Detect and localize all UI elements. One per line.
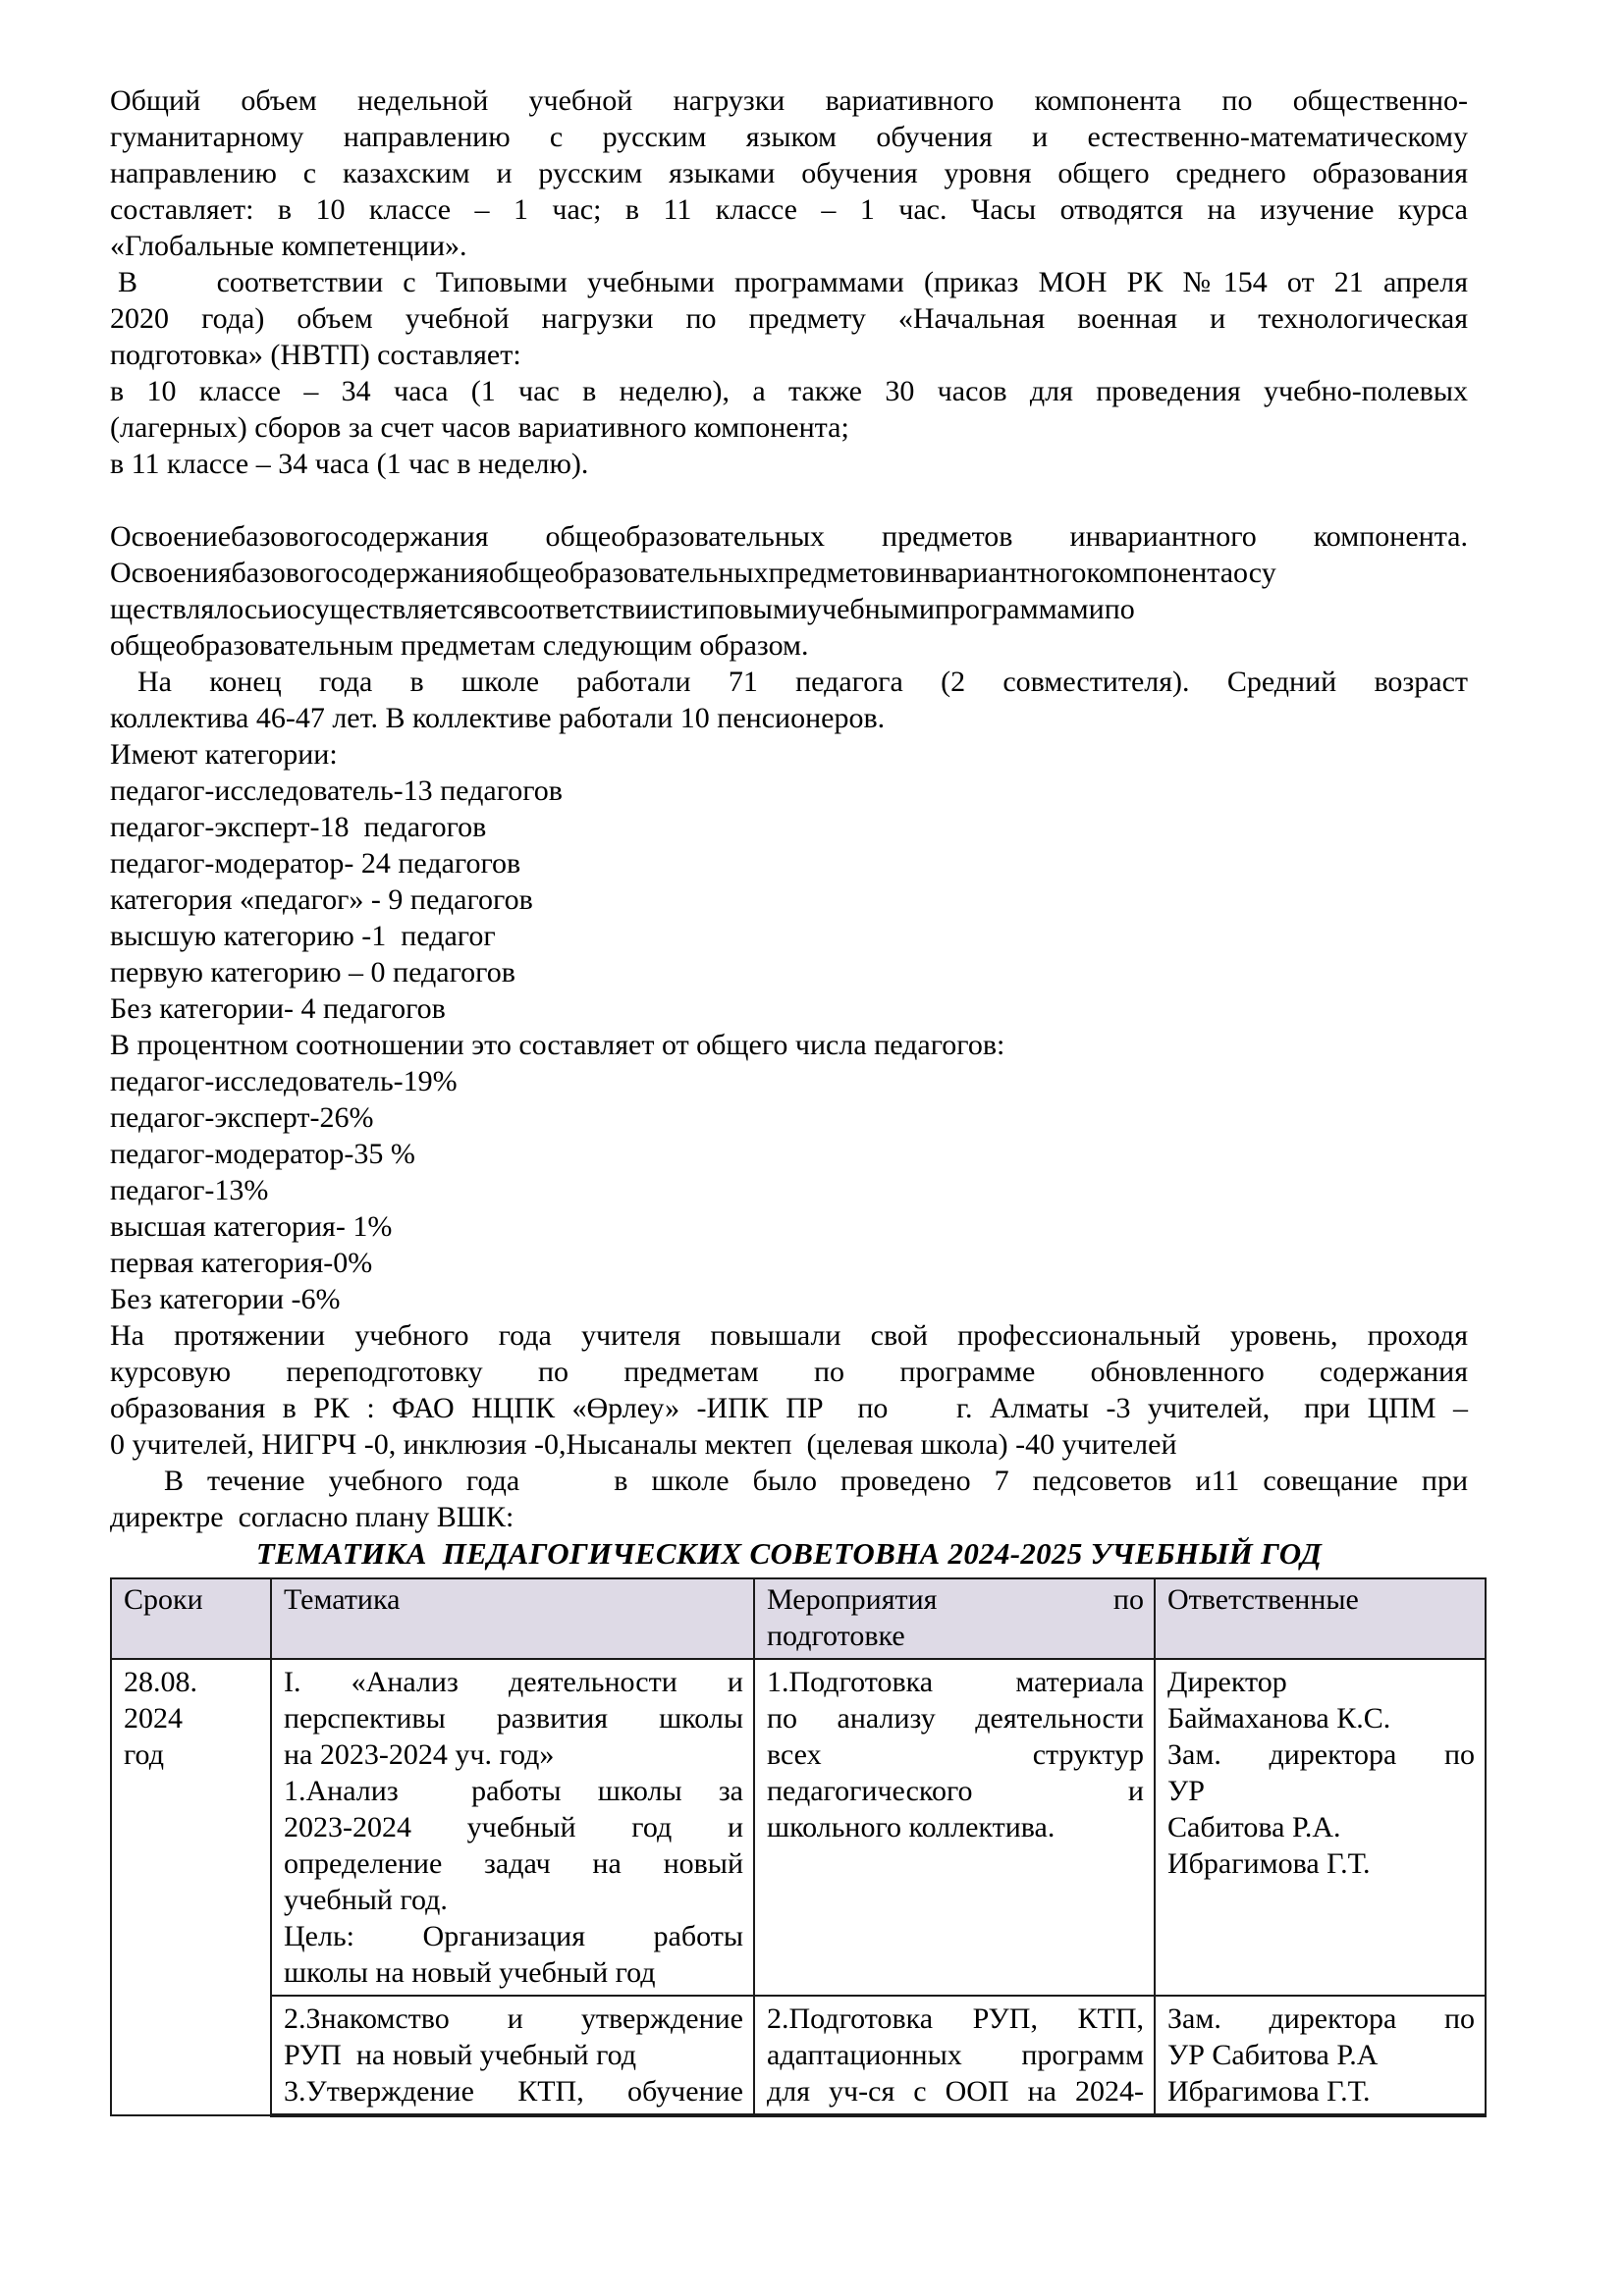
- body-line: составляет: в 10 классе – 1 час; в 11 классе – 1 час. Часы отводятся на изучение курса: [110, 193, 1468, 226]
- body-line: первую категорию – 0 педагогов: [110, 956, 515, 988]
- body-line: На протяжении учебного года учителя повышали свой профессиональный уровень, проходя: [110, 1319, 1468, 1352]
- cell-line: РУП на новый учебный год: [284, 2039, 637, 2071]
- body-line: общеобразовательным предметам следующим образом.: [110, 629, 809, 662]
- cell-line: Цель: Организация работы: [284, 1920, 743, 1952]
- body-line: На конец года в школе работали 71 педагога (2 совместителя). Средний возраст: [137, 666, 1468, 698]
- body-line: ществлялосьиосуществляетсявсоответствиистиповымиучебнымипрограммамипо: [110, 593, 1135, 625]
- body-line: высшую категорию -1 педагог: [110, 920, 496, 952]
- body-line: Без категории- 4 педагогов: [110, 992, 446, 1025]
- cell-line: перспективы развития школы: [284, 1702, 743, 1735]
- activities-cell: [754, 1659, 1155, 1996]
- body-line: Без категории -6%: [110, 1283, 341, 1315]
- header-cell-line: Ответственные: [1167, 1583, 1359, 1616]
- body-line: директре согласно плану ВШК:: [110, 1501, 514, 1533]
- header-cell-line: Тематика: [284, 1583, 401, 1616]
- document-content: [110, 82, 1475, 2117]
- header-cell-responsible: [1155, 1578, 1486, 1659]
- header-cell-topic: [271, 1578, 754, 1659]
- body-line: педагог-эксперт-18 педагогов: [110, 811, 487, 843]
- body-line: педагог-исследователь-13 педагогов: [110, 774, 563, 807]
- body-line: Освоениябазовогосодержанияобщеобразовательныхпредметовинвариантногокомпонентаосу: [110, 557, 1276, 589]
- body-line: Имеют категории:: [110, 738, 338, 771]
- body-line: Освоениебазовогосодержания общеобразовательных предметов инвариантного компонента.: [110, 520, 1468, 553]
- table-body: [111, 1659, 1486, 2115]
- table-row: [111, 1996, 1486, 2115]
- cell-line: 2024: [124, 1702, 183, 1735]
- document-body: [110, 82, 1468, 1535]
- topic-cell: [271, 1996, 754, 2115]
- cell-line: Директор: [1167, 1666, 1287, 1698]
- cell-line: I. «Анализ деятельности и: [284, 1666, 743, 1698]
- pedagogical-council-table: [110, 1577, 1487, 2117]
- table-row: [111, 1659, 1486, 1996]
- body-line: гуманитарному направлению с русским языком обучения и естественно-математическому: [110, 121, 1468, 153]
- cell-line: определение задач на новый: [284, 1847, 743, 1880]
- body-line: Общий объем недельной учебной нагрузки вариативного компонента по общественно-: [110, 84, 1468, 117]
- cell-line: УР: [1167, 1775, 1205, 1807]
- body-line: педагог-модератор-35 %: [110, 1138, 415, 1170]
- cell-line: год: [124, 1738, 164, 1771]
- responsible-cell: [1155, 1996, 1486, 2115]
- responsible-cell: [1155, 1659, 1486, 1996]
- cell-line: Зам. директора по: [1167, 1738, 1475, 1771]
- body-line: коллектива 46-47 лет. В коллективе работали 10 пенсионеров.: [110, 702, 886, 734]
- cell-line: Ибрагимова Г.Т.: [1167, 1847, 1371, 1880]
- table-header-row: [111, 1578, 1486, 1659]
- cell-line: школьного коллектива.: [767, 1811, 1056, 1843]
- cell-line: Зам. директора по: [1167, 2002, 1475, 2035]
- body-line: курсовую переподготовку по предметам по программе обновленного содержания: [110, 1356, 1468, 1388]
- body-line: [110, 482, 1468, 518]
- header-cell-line: Мероприятия по: [767, 1583, 1144, 1616]
- cell-line: Ибрагимова Г.Т.: [1167, 2075, 1371, 2108]
- body-line: В течение учебного года в школе было проведено 7 педсоветов и11 совещание при: [164, 1465, 1468, 1497]
- cell-line: Сабитова Р.А.: [1167, 1811, 1341, 1843]
- topic-cell: [271, 1659, 754, 1996]
- body-line: «Глобальные компетенции».: [110, 230, 467, 262]
- header-cell-line: Сроки: [124, 1583, 203, 1616]
- activities-cell: [754, 1996, 1155, 2115]
- body-line: 0 учителей, НИГРЧ -0, инклюзия -0,Нысаналы мектеп (целевая школа) -40 учителей: [110, 1428, 1177, 1461]
- cell-line: УР Сабитова Р.А: [1167, 2039, 1379, 2071]
- date-cell: [111, 1659, 271, 2115]
- cell-line: 2.Знакомство и утверждение: [284, 2002, 743, 2035]
- cell-line: 2.Подготовка РУП, КТП,: [767, 2002, 1144, 2035]
- table-title: ТЕМАТИКА ПЕДАГОГИЧЕСКИХ СОВЕТОВНА 2024-2025 УЧЕБНЫЙ ГОД: [255, 1536, 1323, 1571]
- cell-line: 1.Подготовка материала: [767, 1666, 1144, 1698]
- body-line: образования в РК : ФАО НЦПК «Өрлеу» -ИПК ПР по г. Алматы -3 учителей, при ЦПМ –: [110, 1392, 1468, 1424]
- body-line: категория «педагог» - 9 педагогов: [110, 883, 533, 916]
- cell-line: школы на новый учебный год: [284, 1956, 656, 1989]
- body-line: (лагерных) сборов за счет часов вариативного компонента;: [110, 411, 849, 444]
- header-cell-line: подготовке: [767, 1620, 905, 1652]
- header-cell-activities: [754, 1578, 1155, 1659]
- cell-line: адаптационных программ: [767, 2039, 1144, 2071]
- body-line: в 11 классе – 34 часа (1 час в неделю).: [110, 448, 589, 480]
- table-header: [111, 1578, 1486, 1659]
- cell-line: по анализу деятельности: [767, 1702, 1144, 1735]
- cell-line: для уч-ся с ООП на 2024-: [767, 2075, 1144, 2108]
- cell-line: 2023-2024 учебный год и: [284, 1811, 743, 1843]
- body-line: В процентном соотношении это составляет от общего числа педагогов:: [110, 1029, 1005, 1061]
- cell-line: 28.08.: [124, 1666, 197, 1698]
- cell-line: педагогического и: [767, 1775, 1144, 1807]
- body-line: первая категория-0%: [110, 1247, 373, 1279]
- cell-line: 1.Анализ работы школы за: [284, 1775, 743, 1807]
- body-line: В соответствии с Типовыми учебными программами (приказ МОН РК №154 от 21 апреля: [118, 266, 1468, 298]
- body-line: в 10 классе – 34 часа (1 час в неделю), а также 30 часов для проведения учебно-полевых: [110, 375, 1468, 407]
- body-line: направлению с казахским и русским языками обучения уровня общего среднего образования: [110, 157, 1468, 189]
- body-line: подготовка» (НВТП) составляет:: [110, 339, 521, 371]
- body-line: педагог-модератор- 24 педагогов: [110, 847, 521, 880]
- cell-line: всех структур: [767, 1738, 1144, 1771]
- cell-line: 3.Утверждение КТП, обучение: [284, 2075, 743, 2108]
- cell-line: Баймаханова К.С.: [1167, 1702, 1391, 1735]
- cell-line: на 2023-2024 уч. год»: [284, 1738, 555, 1771]
- body-line: 2020 года) объем учебной нагрузки по предмету «Начальная военная и технологическая: [110, 302, 1468, 335]
- cell-line: учебный год.: [284, 1884, 448, 1916]
- body-line: педагог-эксперт-26%: [110, 1101, 374, 1134]
- body-line: педагог-исследователь-19%: [110, 1065, 458, 1097]
- body-line: педагог-13%: [110, 1174, 269, 1206]
- header-cell-dates: [111, 1578, 271, 1659]
- body-line: высшая категория- 1%: [110, 1210, 393, 1243]
